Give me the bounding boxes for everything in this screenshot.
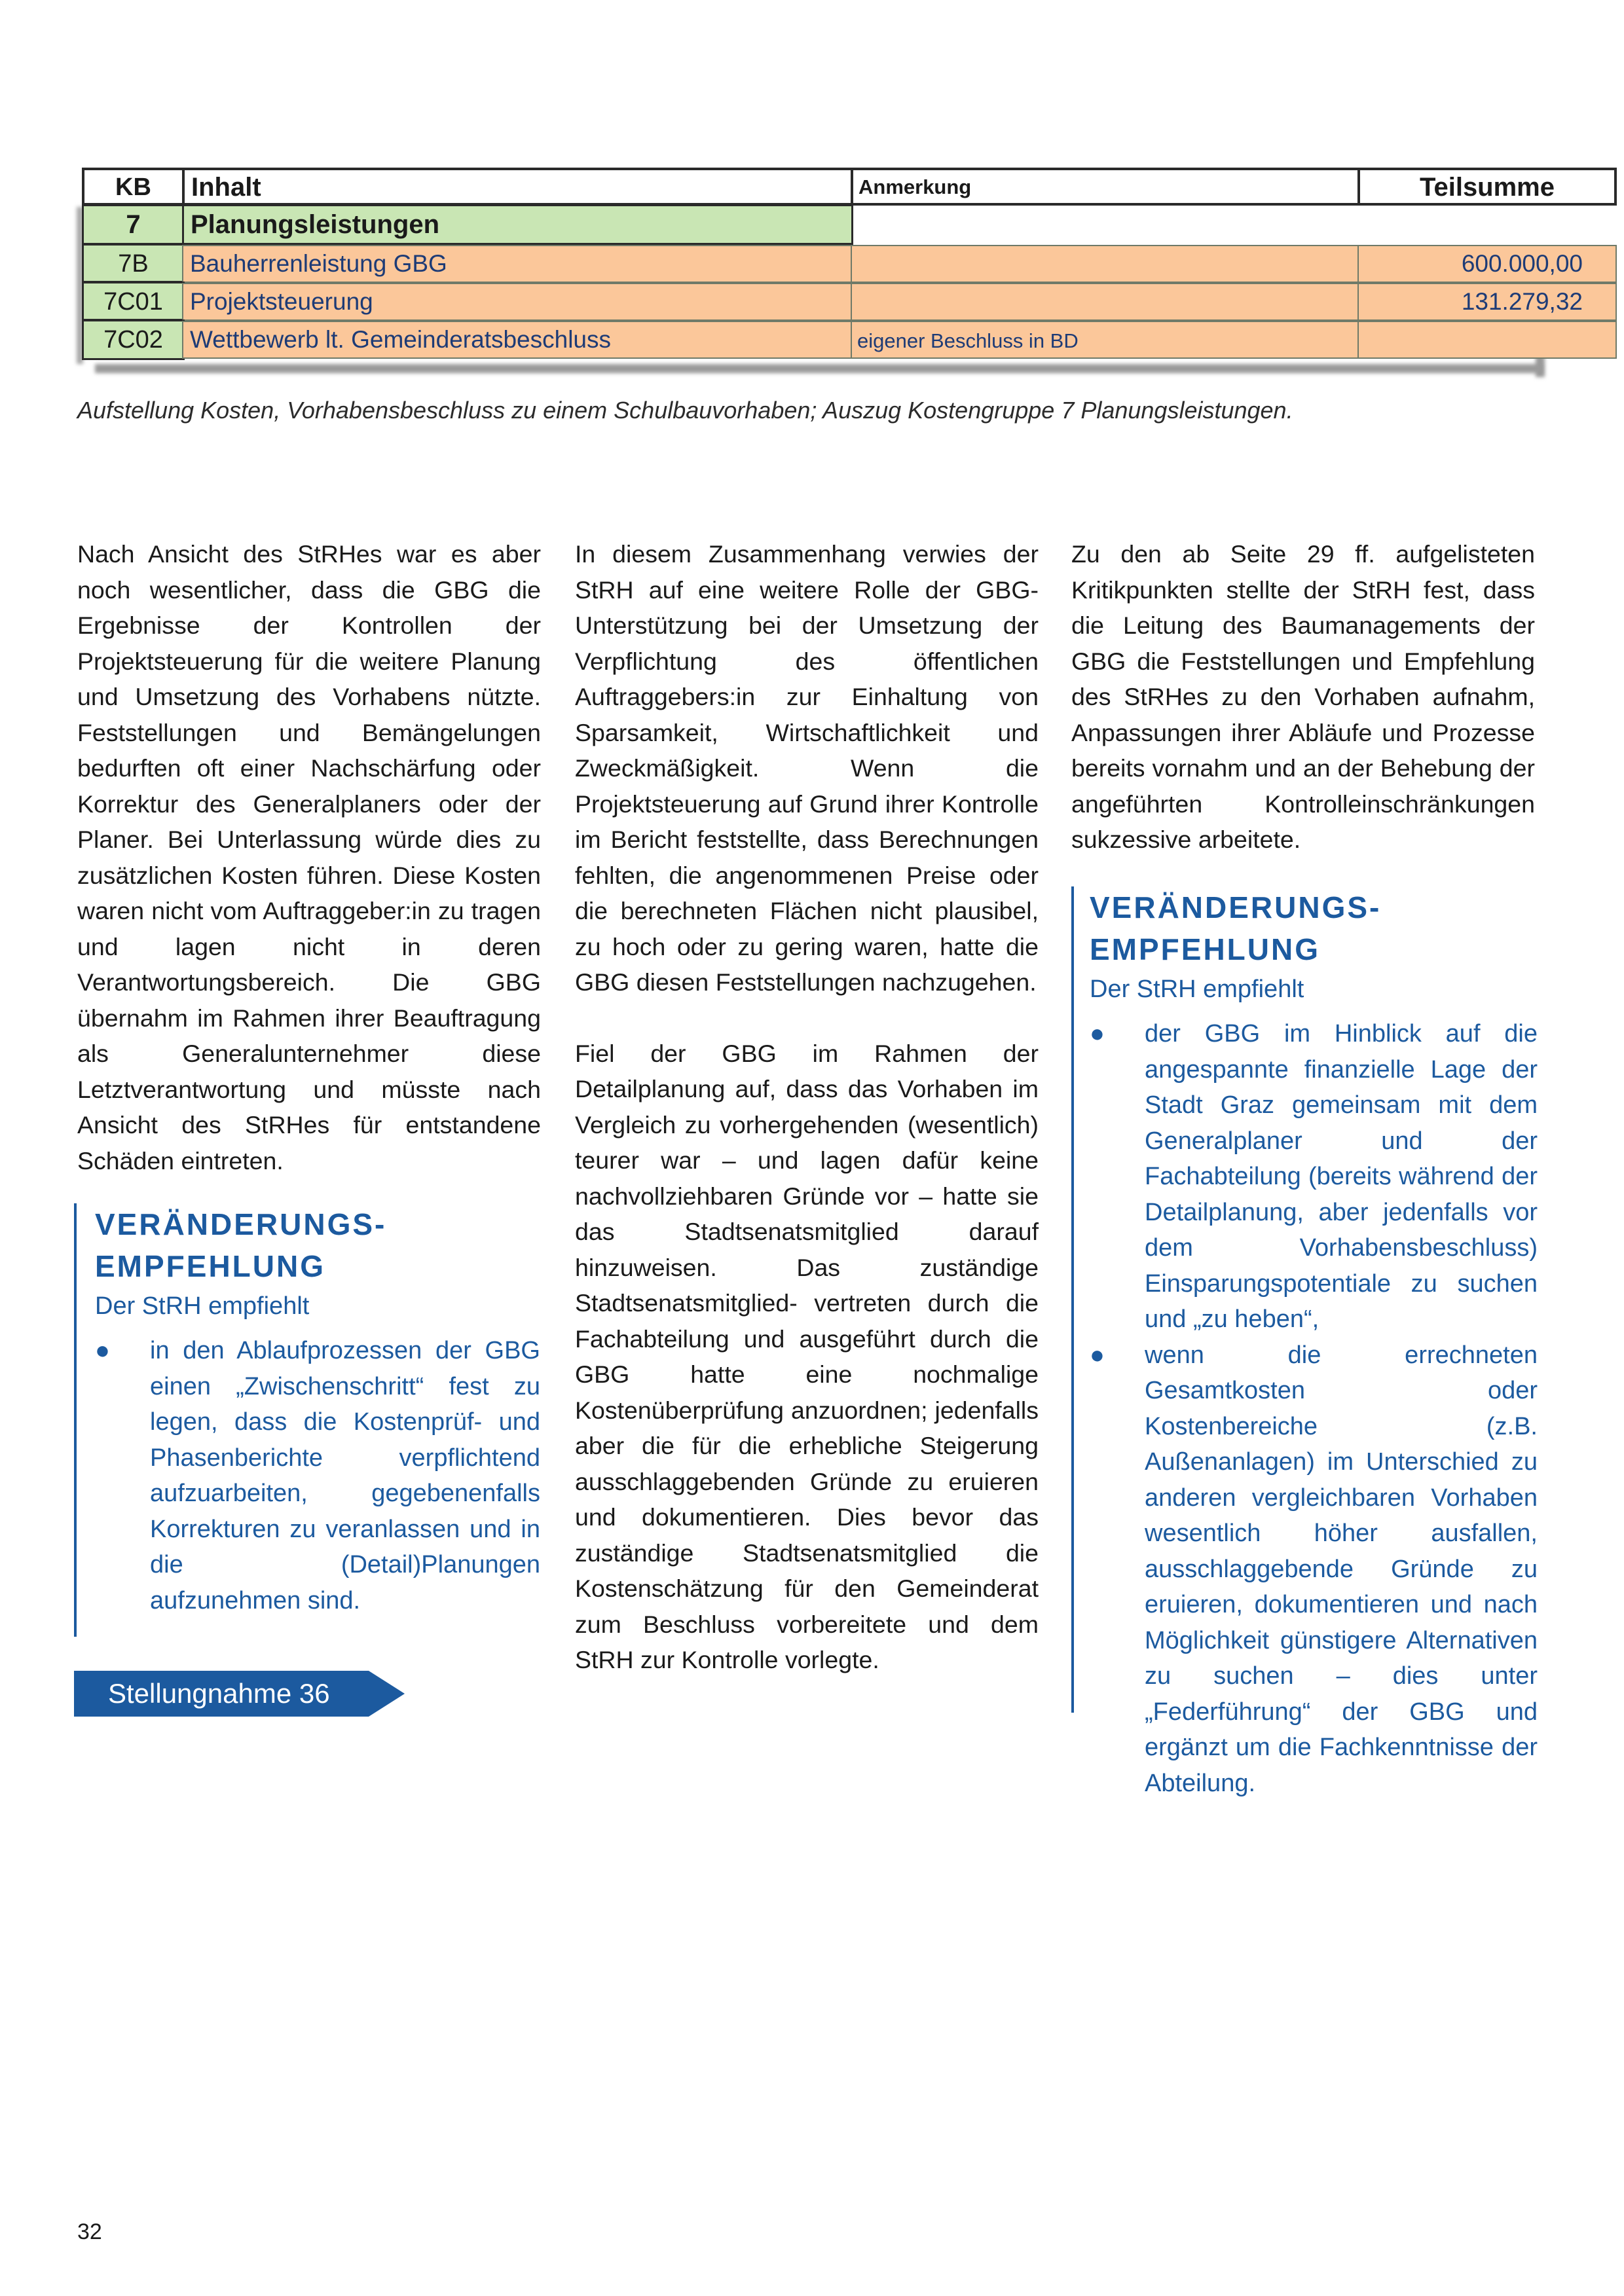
recommendation-box [1071, 886, 1538, 1797]
cost-table [82, 168, 1583, 364]
recommendation-title-line: VERÄNDERUNGS- [95, 1207, 387, 1241]
header-anmerkung: Anmerkung [851, 168, 1360, 206]
table-shadow [95, 364, 1542, 373]
column-3 [1071, 536, 1535, 858]
row-inhalt: Projektsteuerung [182, 283, 853, 321]
bullet-icon: ● [1090, 1020, 1105, 1048]
list-item [95, 1333, 540, 1618]
list-item-text: wenn die errechneten Gesamtkosten oder Kostenbereiche (z.B. Außenanlagen) im Unterschied zu anderen vergleichbaren Vorhaben wesentlich höher ausfallen, ausschlaggebende Gründe zu eruieren, dokumentieren und nach Möglichkeit günstigere Alternativen zu suchen – dies unter „Federführung“ der GBG und ergänzt um die Fachkenntnisse der Abteilung. [1145, 1341, 1538, 1797]
paragraph: Fiel der GBG im Rahmen der Detailplanung auf, dass das Vorhaben im Vergleich zu vorhergehenden (wesentlich) teurer war – und lagen dafür keine nachvollziehbaren Gründe vor – hatte sie das Stadtsenatsmitglied darauf hinzuweisen. Das zuständige Stadtsenatsmitglied- vertreten durch die Fachabteilung und ausgeführt durch die GBG hatte eine nochmalige Kostenüberprüfung anzuordnen; jedenfalls aber die für die erhebliche Steigerung ausschlaggebenden Gründe zu eruieren und dokumentieren. Dies bevor das zuständige Stadtsenatsmitglied die Kostenschätzung für den Gemeinderat zum Beschluss vorbereitete und dem StRH zur Kontrolle vorlegte. [575, 1039, 1039, 1673]
bullet-icon: ● [95, 1337, 110, 1364]
stellungnahme-link[interactable] [74, 1671, 405, 1717]
header-kb: KB [82, 168, 185, 206]
column-2 [575, 536, 1039, 1678]
recommendation-box [74, 1203, 540, 1637]
recommendation-title-line: VERÄNDERUNGS- [1090, 890, 1382, 924]
row-kb: 7C02 [82, 319, 185, 360]
recommendation-title [1090, 886, 1538, 970]
row-anmerkung [851, 245, 1360, 283]
table-caption: Aufstellung Kosten, Vorhabensbeschluss zu einem Schulbauvorhaben; Auszug Kostengruppe 7 Planungsleistungen. [77, 397, 1293, 424]
list-item [1090, 1016, 1538, 1338]
group-kb: 7 [82, 204, 185, 245]
recommendation-title-line: EMPFEHLUNG [95, 1249, 325, 1283]
list-item-text: in den Ablaufprozessen der GBG einen „Zwischenschritt“ fest zu legen, dass die Kostenprüf- und Phasenberichte verpflichtend aufzuarbeiten, gegebenenfalls Korrekturen zu veranlassen und in die (Detail)Planungen aufzunehmen sind. [150, 1337, 540, 1614]
list-item-text: der GBG im Hinblick auf die angespannte finanzielle Lage der Stadt Graz gemeinsam mit dem Generalplaner und der Fachabteilung (bereits während der Detailplanung, aber jedenfalls vor dem Vorhabensbeschluss) Einsparungspotentiale zu suchen und „zu heben“, [1145, 1020, 1538, 1333]
recommendation-subtitle: Der StRH empfiehlt [1090, 975, 1304, 1003]
bullet-icon: ● [1090, 1341, 1105, 1369]
arrow-right-icon [369, 1671, 405, 1717]
row-inhalt: Wettbewerb lt. Gemeinderatsbeschluss [182, 321, 853, 359]
row-anmerkung: eigener Beschluss in BD [851, 321, 1360, 359]
paragraph: In diesem Zusammenhang verwies der StRH auf eine weitere Rolle der GBG-Unterstützung bei der Umsetzung der Verpflichtung des öffentlichen Auftraggebers:in zur Einhaltung von Sparsamkeit, Wirtschaftlichkeit und Zweckmäßigkeit. Wenn die Projektsteuerung auf Grund ihrer Kontrolle im Bericht feststellte, dass Berechnungen fehlten, die angenommenen Preise oder die berechneten Flächen nicht plausibel, zu hoch oder zu gering waren, hatte die GBG diesen Feststellungen nachzugehen. [575, 540, 1039, 996]
list-item [1090, 1338, 1538, 1802]
row-inhalt: Bauherrenleistung GBG [182, 245, 853, 283]
row-teilsumme: 131.279,32 [1357, 283, 1617, 321]
header-inhalt: Inhalt [182, 168, 853, 206]
paragraph: Nach Ansicht des StRHes war es aber noch wesentlicher, dass die GBG die Ergebnisse der Kontrollen der Projektsteuerung für die weitere Planung und Umsetzung des Vorhabens nützte. Feststellungen und Bemängelungen bedurften oft einer Nachschärfung oder Korrektur des Generalplaners oder der Planer. Bei Unterlassung würde dies zu zusätzlichen Kosten führen. Diese Kosten waren nicht vom Auftraggeber:in zu tragen und lagen nicht in deren Verantwortungsbereich. Die GBG übernahm im Rahmen ihrer Beauftragung als Generalunternehmer diese Letztverantwortung und müsste nach Ansicht des StRHes für entstandene Schäden eintreten. [77, 540, 541, 1175]
recommendation-list [95, 1333, 540, 1618]
row-kb: 7C01 [82, 282, 185, 321]
row-anmerkung [851, 283, 1360, 321]
stellungnahme-label: Stellungnahme 36 [108, 1678, 330, 1709]
group-inhalt: Planungsleistungen [182, 204, 853, 245]
header-teilsumme: Teilsumme [1357, 168, 1617, 206]
recommendation-title [95, 1203, 540, 1287]
row-teilsumme [1357, 321, 1617, 359]
recommendation-list [1090, 1016, 1538, 1801]
page-number: 32 [77, 2219, 102, 2244]
paragraph: Zu den ab Seite 29 ff. aufgelisteten Kritikpunkten stellte der StRH fest, dass die Leitung des Baumanagements der GBG die Feststellungen und Empfehlung des StRHes zu den Vorhaben aufnahm, Anpassungen ihrer Abläufe und Prozesse bereits vornahm und an der Behebung der angeführten Kontrolleinschränkungen sukzessive arbeitete. [1071, 540, 1535, 853]
column-1 [77, 536, 541, 1178]
row-kb: 7B [82, 244, 185, 283]
row-teilsumme: 600.000,00 [1357, 245, 1617, 283]
recommendation-title-line: EMPFEHLUNG [1090, 932, 1320, 966]
recommendation-subtitle: Der StRH empfiehlt [95, 1292, 310, 1320]
